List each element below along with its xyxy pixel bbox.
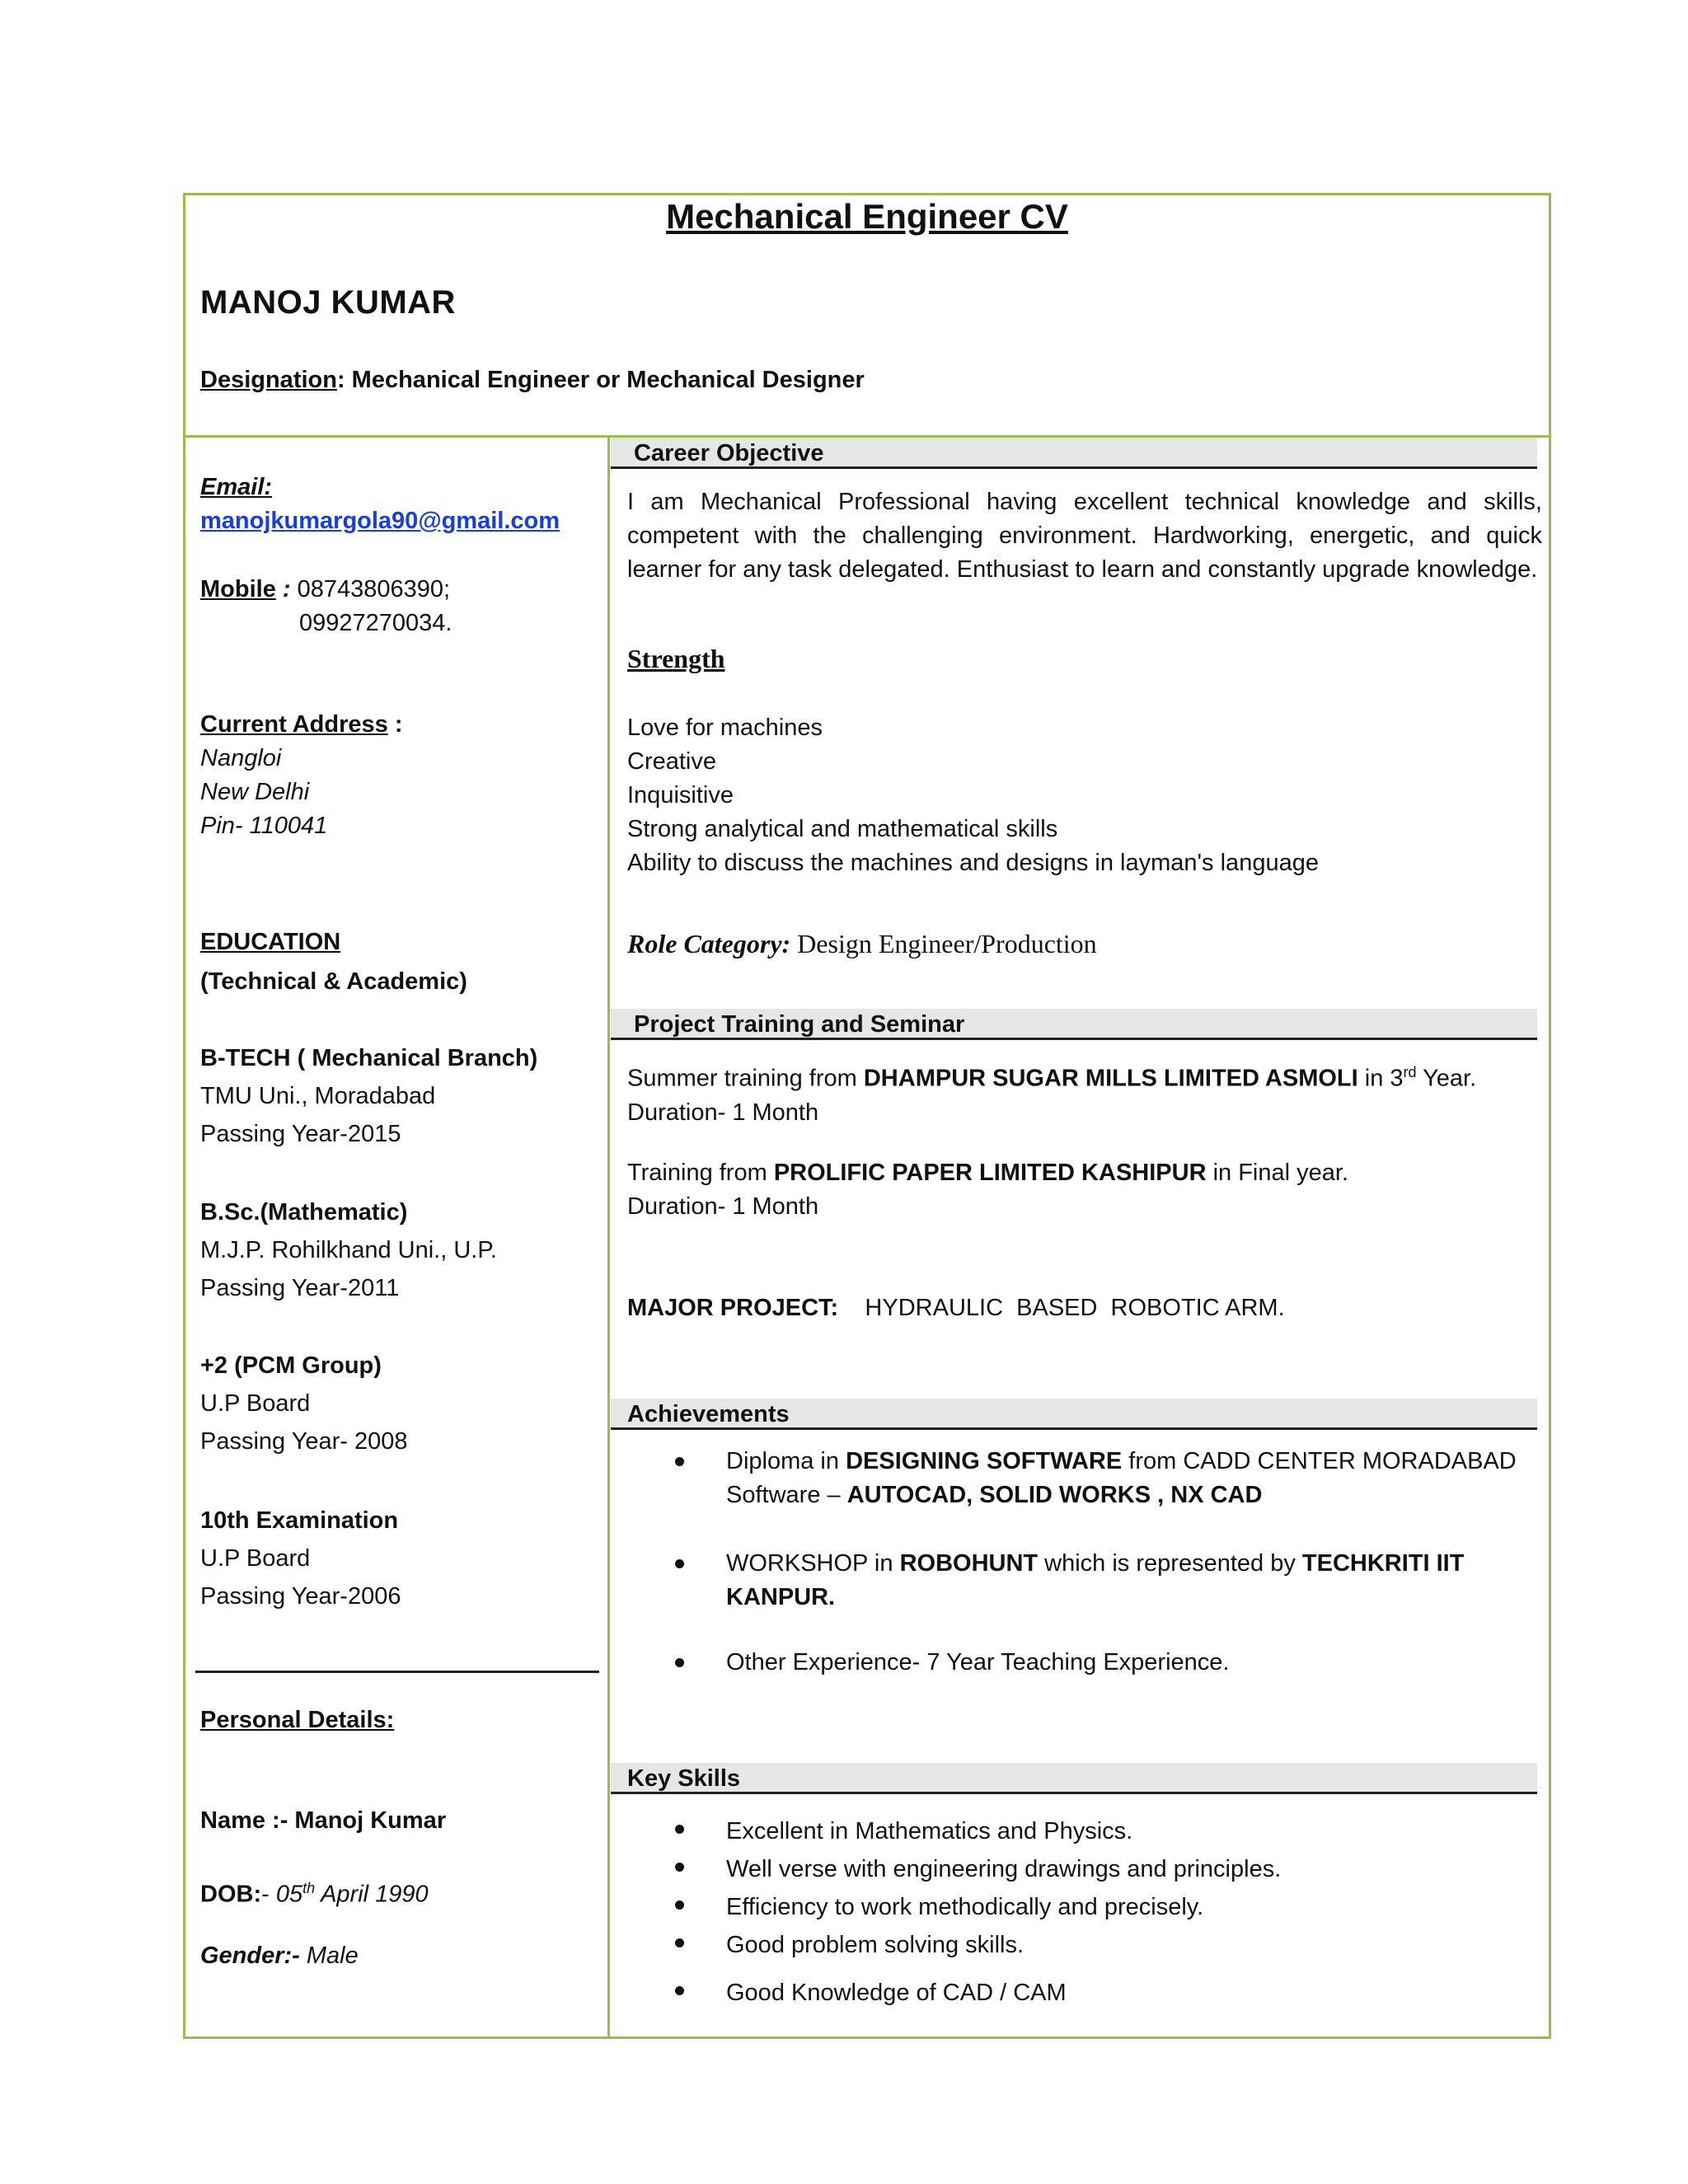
training-text: in 3 [1357, 1065, 1404, 1092]
career-objective-text: I am Mechanical Professional having excellent technical knowledge and skills, competent with the challenging environment. Hardworking, energetic, and quick learner for any task delegated. Enthusiast to learn and constantly upgrade knowledge. [627, 489, 1542, 583]
cv-header [185, 195, 1549, 438]
training-duration: Duration- 1 Month [627, 1099, 819, 1126]
section-heading-skills: Key Skills [611, 1763, 1537, 1794]
personal-heading [200, 1704, 394, 1737]
personal-dob [200, 1872, 429, 1912]
education-institution: U.P Board [200, 1390, 311, 1417]
address-line: New Delhi [200, 779, 310, 805]
education-degree: 10th Examination [200, 1507, 399, 1534]
training-text: Training from [627, 1160, 774, 1186]
achievement-bold: ROBOHUNT [899, 1550, 1039, 1577]
email-block [200, 471, 560, 538]
education-subheading: (Technical & Academic) [200, 968, 467, 995]
mobile-number-2: 09927270034. [299, 610, 452, 636]
strength-item: Creative [627, 748, 716, 775]
email-link[interactable]: manojkumargola90@gmail.com [200, 508, 560, 534]
education-institution: M.J.P. Rohilkhand Uni., U.P. [200, 1237, 497, 1263]
strength-item: Ability to discuss the machines and designs in layman's language [627, 850, 1319, 876]
candidate-name: MANOJ KUMAR [200, 284, 456, 321]
education-year: Passing Year-2011 [200, 1275, 400, 1301]
education-year: Passing Year-2015 [200, 1121, 401, 1147]
strength-item: Inquisitive [627, 782, 734, 808]
mobile-label: Mobile [200, 576, 276, 602]
education-entry [200, 1502, 401, 1615]
gender-label: Gender:- [200, 1943, 300, 1969]
training-duration: Duration- 1 Month [627, 1193, 819, 1220]
dob-rest: April 1990 [315, 1881, 429, 1908]
address-sep: : [387, 711, 403, 738]
education-entry [200, 1193, 497, 1307]
education-year: Passing Year-2006 [200, 1583, 401, 1610]
address-label: Current Address [200, 711, 388, 738]
skill-item: Good Knowledge of CAD / CAM [627, 1974, 1517, 2012]
cv-frame [183, 193, 1551, 2039]
achievement-text: Diploma in [726, 1448, 846, 1474]
major-project-label: MAJOR PROJECT: [627, 1295, 839, 1321]
major-project [627, 1291, 1542, 1325]
education-institution: TMU Uni., Moradabad [200, 1083, 436, 1109]
education-degree: +2 (PCM Group) [200, 1352, 382, 1379]
skill-item: Well verse with engineering drawings and principles. [627, 1850, 1517, 1888]
education-institution: U.P Board [200, 1545, 311, 1572]
education-degree: B.Sc.(Mathematic) [200, 1199, 408, 1226]
mobile-block [200, 573, 452, 640]
training-text: Summer training from [627, 1065, 864, 1092]
training-sup: rd [1403, 1064, 1417, 1080]
education-entry [200, 1347, 408, 1460]
dob-label: DOB: [200, 1881, 262, 1908]
achievement-text: WORKSHOP in [726, 1550, 900, 1577]
dob-sup: th [302, 1880, 316, 1896]
education-heading-block [200, 922, 467, 1001]
role-category-value: Design Engineer/Production [790, 929, 1097, 958]
training-text: in Final year. [1206, 1160, 1349, 1186]
personal-gender [200, 1939, 359, 1973]
skill-item: Efficiency to work methodically and precisely. [627, 1888, 1517, 1926]
email-label: Email: [200, 474, 273, 500]
mobile-number-1: 08743806390; [297, 576, 451, 602]
strength-item: Strong analytical and mathematical skills [627, 816, 1058, 842]
skill-item: Good problem solving skills. [627, 1926, 1517, 1964]
role-category [627, 929, 1097, 959]
education-entry [200, 1039, 537, 1153]
strength-heading: Strength [627, 644, 725, 673]
achievement-item [627, 1547, 1517, 1615]
training-org: PROLIFIC PAPER LIMITED KASHIPUR [773, 1160, 1207, 1186]
skills-list [627, 1812, 1517, 2012]
mobile-sep: : [275, 576, 298, 602]
section-heading-career: Career Objective [611, 438, 1537, 469]
achievements-list [627, 1445, 1517, 1680]
dob-day: 05 [275, 1881, 303, 1908]
designation-label: Designation [200, 367, 337, 393]
designation [200, 367, 865, 394]
education-year: Passing Year- 2008 [200, 1428, 408, 1455]
designation-value: : Mechanical Engineer or Mechanical Designer [336, 367, 865, 393]
achievement-text: which is represented by [1038, 1550, 1302, 1577]
section-divider [195, 1671, 599, 1673]
achievement-text: from CADD CENTER MORADABAD Software – [726, 1448, 1517, 1508]
training-entry [627, 1056, 1542, 1130]
achievement-bold: AUTOCAD, SOLID WORKS , NX CAD [846, 1482, 1263, 1508]
achievement-item [627, 1445, 1517, 1512]
dob-sep: - [261, 1881, 276, 1908]
address-line: Nangloi [200, 745, 282, 771]
document-title: Mechanical Engineer CV [666, 197, 1068, 236]
major-project-value: HYDRAULIC BASED ROBOTIC ARM. [838, 1295, 1285, 1321]
column-divider [607, 438, 610, 2039]
section-heading-achievements: Achievements [611, 1399, 1537, 1430]
strength-list [627, 711, 1542, 880]
training-entry [627, 1156, 1542, 1224]
achievement-item: Other Experience- 7 Year Teaching Experience. [627, 1646, 1517, 1680]
address-block [200, 708, 402, 843]
education-heading: EDUCATION [200, 929, 341, 955]
personal-name: Name :- Manoj Kumar [200, 1807, 447, 1834]
training-org: DHAMPUR SUGAR MILLS LIMITED ASMOLI [863, 1065, 1358, 1092]
role-category-label: Role Category: [627, 929, 791, 958]
achievement-bold: DESIGNING SOFTWARE [846, 1448, 1123, 1474]
strength-item: Love for machines [627, 715, 823, 741]
training-text: Year. [1416, 1065, 1477, 1092]
education-degree: B-TECH ( Mechanical Branch) [200, 1045, 538, 1071]
section-heading-training: Project Training and Seminar [611, 1009, 1537, 1040]
personal-heading-text: Personal Details: [200, 1707, 395, 1733]
achievement-bold: TECHKRITI IIT KANPUR. [726, 1550, 1465, 1610]
gender-value: Male [299, 1943, 359, 1969]
skill-item: Excellent in Mathematics and Physics. [627, 1812, 1517, 1850]
address-line: Pin- 110041 [200, 813, 328, 839]
